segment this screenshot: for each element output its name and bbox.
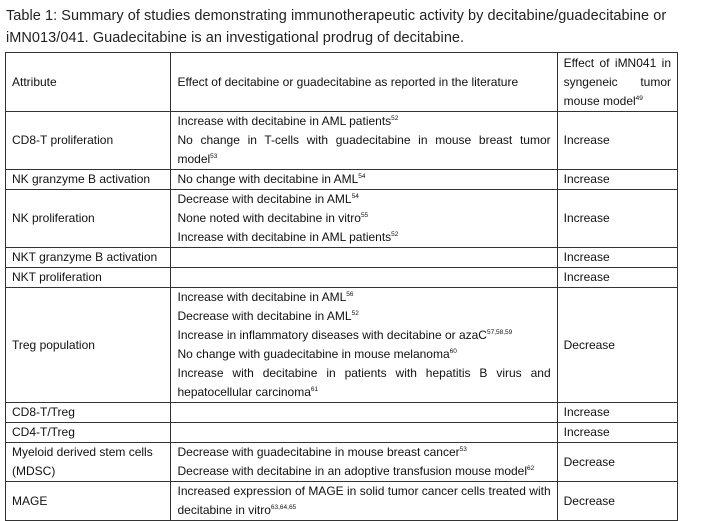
literature-entry bbox=[177, 345, 550, 364]
model-effect-cell: Increase bbox=[557, 268, 677, 288]
attribute-cell bbox=[6, 482, 171, 521]
literature-entry bbox=[177, 364, 550, 402]
table-row bbox=[6, 482, 678, 521]
summary-table bbox=[5, 52, 678, 521]
header-attribute: Attribute bbox=[6, 53, 171, 112]
attribute-text: NK granzyme B activation bbox=[12, 172, 151, 186]
table-caption: Table 1: Summary of studies demonstrating immunotherapeutic activity by decitabine/guadecitabine or iMN013/041. Guadecitabine is an investigational prodrug of decitabine. bbox=[6, 8, 667, 46]
reference-number: 54 bbox=[358, 173, 366, 180]
attribute-cell bbox=[6, 170, 171, 190]
model-effect-cell: Increase bbox=[557, 112, 677, 170]
attribute-text: Myeloid derived stem cells bbox=[12, 445, 153, 459]
reference-number: 56 bbox=[346, 291, 354, 298]
literature-text: None noted with decitabine in vitro bbox=[177, 211, 361, 225]
reference-number: 60 bbox=[449, 348, 457, 355]
attribute-cell bbox=[6, 190, 171, 248]
table-header-row bbox=[6, 53, 678, 112]
literature-cell bbox=[171, 482, 557, 521]
literature-cell bbox=[171, 403, 557, 423]
literature-text: No change in T-cells with guadecitabine in mouse breast tumor model bbox=[177, 133, 551, 166]
literature-entry bbox=[177, 190, 550, 209]
header-literature: Effect of decitabine or guadecitabine as reported in the literature bbox=[171, 53, 557, 112]
reference-number: 53 bbox=[210, 153, 218, 160]
table-row bbox=[6, 443, 678, 482]
header-model bbox=[557, 53, 677, 112]
reference-number: 54 bbox=[351, 193, 359, 200]
reference-number: 52 bbox=[351, 310, 359, 317]
literature-cell bbox=[171, 190, 557, 248]
literature-entry bbox=[177, 131, 550, 169]
model-effect-cell: Increase bbox=[557, 190, 677, 248]
literature-cell bbox=[171, 170, 557, 190]
literature-text: No change with guadecitabine in mouse melanoma bbox=[177, 347, 450, 361]
attribute-text: CD8-T/Treg bbox=[12, 405, 75, 419]
reference-number: 63,64,65 bbox=[270, 504, 297, 511]
model-effect-cell: Increase bbox=[557, 403, 677, 423]
table-row bbox=[6, 268, 678, 288]
attribute-cell bbox=[6, 248, 171, 268]
literature-text: No change with decitabine in AML bbox=[177, 172, 359, 186]
literature-text: Increase with decitabine in patients with hepatitis B virus and hepatocellular carcinoma bbox=[177, 366, 551, 399]
table-row bbox=[6, 423, 678, 443]
table-row bbox=[6, 190, 678, 248]
literature-entry bbox=[177, 462, 550, 481]
reference-number: 53 bbox=[459, 446, 467, 453]
literature-text: Decrease with guadecitabine in mouse breast cancer bbox=[177, 445, 460, 459]
literature-cell bbox=[171, 248, 557, 268]
model-effect-cell: Decrease bbox=[557, 288, 677, 403]
literature-text: Decrease with decitabine in AML bbox=[177, 309, 352, 323]
model-effect-cell: Decrease bbox=[557, 443, 677, 482]
literature-text: Increase with decitabine in AML bbox=[177, 290, 347, 304]
attribute-text: NKT granzyme B activation bbox=[12, 250, 158, 264]
table-body bbox=[6, 112, 678, 521]
literature-text: Increase with decitabine in AML patients bbox=[177, 230, 392, 244]
table-row bbox=[6, 403, 678, 423]
table-row bbox=[6, 170, 678, 190]
model-effect-cell: Increase bbox=[557, 423, 677, 443]
literature-cell bbox=[171, 443, 557, 482]
attribute-text: Treg population bbox=[12, 337, 95, 352]
literature-text: Decrease with decitabine in AML bbox=[177, 192, 352, 206]
attribute-text: MAGE bbox=[12, 493, 48, 508]
attribute-text: NKT proliferation bbox=[12, 270, 102, 284]
reference-number: 62 bbox=[527, 465, 535, 472]
attribute-cell bbox=[6, 112, 171, 170]
table-row bbox=[6, 248, 678, 268]
header-model-text: Effect of iMN041 in syngeneic tumor mouse model bbox=[563, 55, 671, 108]
reference-number: 52 bbox=[391, 231, 399, 238]
reference-number: 52 bbox=[391, 115, 399, 122]
attribute-cell bbox=[6, 443, 171, 482]
literature-entry bbox=[177, 112, 550, 131]
model-effect-cell: Increase bbox=[557, 170, 677, 190]
literature-entry bbox=[177, 482, 550, 520]
model-effect-cell: Increase bbox=[557, 248, 677, 268]
literature-text: Increase with decitabine in AML patients bbox=[177, 114, 392, 128]
literature-entry bbox=[177, 228, 550, 247]
attribute-cell bbox=[6, 288, 171, 403]
literature-cell bbox=[171, 112, 557, 170]
literature-text: Increase in inflammatory diseases with decitabine or azaC bbox=[177, 328, 487, 342]
literature-text: Decrease with decitabine in an adoptive transfusion mouse model bbox=[177, 464, 528, 478]
literature-cell bbox=[171, 288, 557, 403]
literature-cell bbox=[171, 268, 557, 288]
literature-entry bbox=[177, 443, 550, 462]
reference-number: 55 bbox=[360, 212, 369, 219]
attribute-cell bbox=[6, 403, 171, 423]
attribute-text: CD4-T/Treg bbox=[12, 425, 75, 439]
literature-entry bbox=[177, 209, 550, 228]
attribute-cell bbox=[6, 268, 171, 288]
literature-entry bbox=[177, 326, 550, 345]
attribute-text: CD8-T proliferation bbox=[12, 133, 114, 147]
literature-text: Increased expression of MAGE in solid tumor cancer cells treated with decitabine in vitro bbox=[177, 484, 551, 517]
literature-cell bbox=[171, 423, 557, 443]
model-effect-cell: Decrease bbox=[557, 482, 677, 521]
literature-entry bbox=[177, 288, 550, 307]
attribute-text: NK proliferation bbox=[12, 211, 95, 225]
literature-entry bbox=[177, 170, 550, 189]
table-row bbox=[6, 112, 678, 170]
header-model-ref: 49 bbox=[635, 94, 643, 102]
reference-number: 61 bbox=[310, 386, 319, 393]
attribute-text: (MDSC) bbox=[12, 464, 56, 478]
table-row bbox=[6, 288, 678, 403]
reference-number: 57,58,59 bbox=[486, 329, 513, 336]
attribute-cell bbox=[6, 423, 171, 443]
literature-entry bbox=[177, 307, 550, 326]
